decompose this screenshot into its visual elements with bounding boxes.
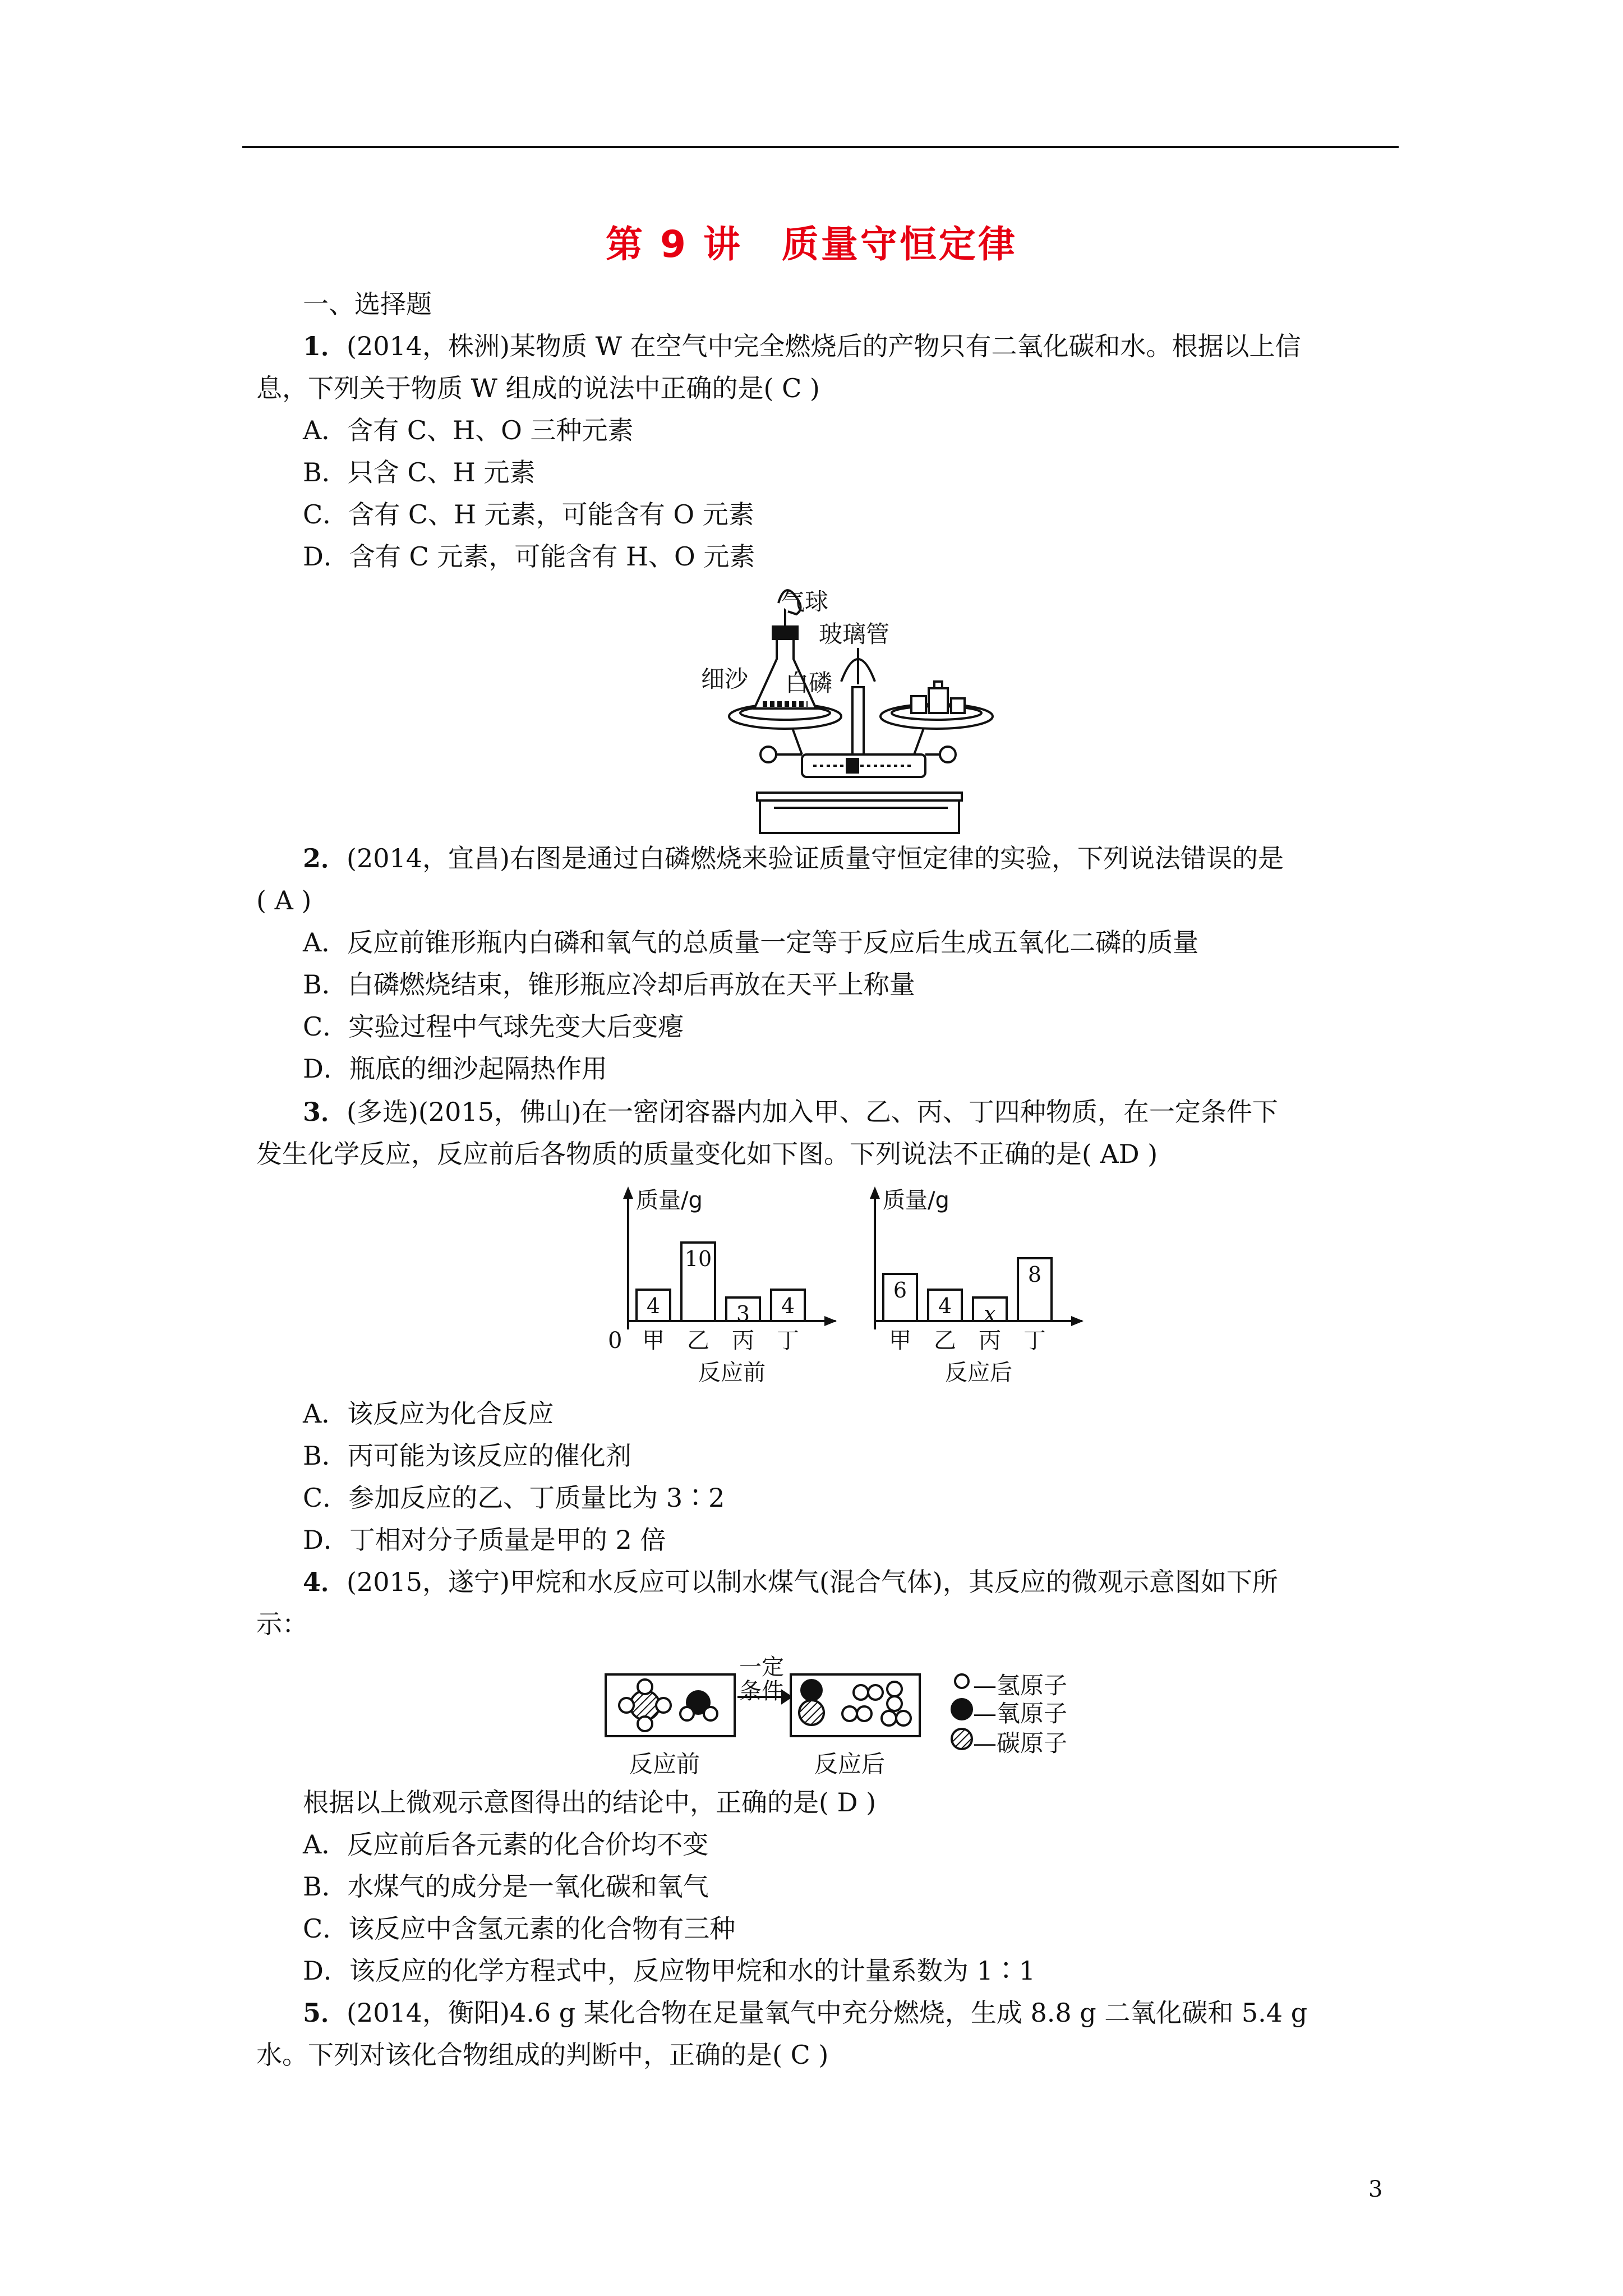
chart-after-category-label-2: 乙	[934, 1328, 956, 1354]
legend-hydrogen: —氢原子	[973, 1672, 1068, 1699]
chart-after-value-label-2: 4	[938, 1294, 952, 1318]
chart-after-y-axis-arrow	[870, 1186, 880, 1199]
bar-chart-after	[852, 1181, 1099, 1388]
question-2-number: 2．	[303, 843, 347, 873]
label-glass-tube: 玻璃管	[819, 620, 890, 648]
question-3-text: (多选)(2015，佛山)在一密闭容器内加入甲、乙、丙、丁四种物质，在一定条件下	[347, 1097, 1278, 1127]
question-4-conclusion: 根据以上微观示意图得出的结论中，正确的是( D )	[303, 1787, 877, 1818]
chart-after-value-label-1: 6	[893, 1278, 907, 1303]
page-title: 第 9 讲 质量守恒定律	[606, 223, 1017, 266]
chart-before-category-label-4: 丁	[777, 1328, 799, 1354]
question-1-option-d: D．含有 C 元素，可能含有 H、O 元素	[303, 541, 755, 572]
chart-after-x-axis-arrow	[1071, 1316, 1083, 1326]
question-3-option-c: C．参加反应的乙、丁质量比为 3∶2	[303, 1483, 725, 1513]
legend-carbon: —碳原子	[973, 1729, 1068, 1757]
label-white-phosphorus: 白磷	[785, 669, 833, 697]
question-3-number: 3．	[303, 1097, 347, 1127]
chart-before-category-label-1: 甲	[642, 1328, 665, 1354]
page-number: 3	[1368, 2177, 1383, 2202]
chart-after-category-label-3: 丙	[979, 1328, 1001, 1354]
chart-before-value-label-2: 10	[684, 1246, 712, 1271]
question-3-option-d: D．丁相对分子质量是甲的 2 倍	[303, 1525, 666, 1555]
question-4-option-b: B．水煤气的成分是一氧化碳和氧气	[303, 1871, 709, 1902]
chart-before-title: 反应前	[698, 1360, 766, 1386]
question-3-option-b: B．丙可能为该反应的催化剂	[303, 1441, 631, 1471]
section-heading: 一、选择题	[303, 289, 432, 319]
question-4-line-2: 示：	[256, 1609, 308, 1639]
question-2-option-d: D．瓶底的细沙起隔热作用	[303, 1053, 607, 1084]
question-2-line-1	[303, 841, 1284, 875]
header-rule	[242, 146, 1399, 148]
bar-chart-before	[606, 1181, 852, 1388]
question-3-line-2: 发生化学反应，反应前后各物质的质量变化如下图。下列说法不正确的是( AD )	[256, 1139, 1158, 1169]
condition-label-line-2: 条件	[739, 1678, 784, 1704]
label-fine-sand: 细沙	[701, 665, 749, 693]
question-4-number: 4．	[303, 1567, 347, 1597]
question-2-option-b: B．白磷燃烧结束，锥形瓶应冷却后再放在天平上称量	[303, 969, 915, 1000]
chart-after-title: 反应后	[945, 1360, 1012, 1386]
question-5-line-2: 水。下列对该化合物组成的判断中，正确的是( C )	[256, 2040, 829, 2070]
question-2-option-a: A．反应前锥形瓶内白磷和氧气的总质量一定等于反应后生成五氧化二磷的质量	[303, 927, 1199, 958]
question-5-line-1	[303, 1996, 1307, 2030]
chart-before-category-label-3: 丙	[732, 1328, 754, 1354]
question-2-option-c: C．实验过程中气球先变大后变瘪	[303, 1011, 684, 1042]
label-before-reaction: 反应前	[629, 1750, 700, 1778]
question-4-line-1	[303, 1565, 1278, 1599]
question-2-line-2: ( A )	[256, 885, 312, 915]
question-1-option-a: A．含有 C、H、O 三种元素	[303, 415, 634, 445]
question-3-option-a: A．该反应为化合反应	[303, 1398, 554, 1429]
question-5-text: (2014，衡阳)4.6 g 某化合物在足量氧气中充分燃烧，生成 8.8 g 二氧化碳和 5.4 g	[347, 1998, 1308, 2028]
chart-after-value-label-3: x	[984, 1301, 996, 1326]
legend-oxygen: —氧原子	[973, 1700, 1068, 1727]
condition-label-line-1: 一定	[739, 1654, 784, 1680]
chart-before-x-axis-arrow	[824, 1316, 837, 1326]
chart-before-origin-label: 0	[608, 1328, 623, 1354]
chart-before-value-label-4: 4	[781, 1294, 795, 1318]
question-1-text: (2014，株洲)某物质 W 在空气中完全燃烧后的产物只有二氧化碳和水。根据以上信	[347, 331, 1301, 361]
question-1-line-2: 息，下列关于物质 W 组成的说法中正确的是( C )	[256, 373, 820, 403]
question-4-option-d: D．该反应的化学方程式中，反应物甲烷和水的计量系数为 1∶1	[303, 1955, 1036, 1986]
label-balloon: 气球	[781, 588, 829, 615]
question-3-line-1	[303, 1095, 1278, 1129]
question-1-line-1	[303, 329, 1301, 363]
question-1-option-b: B．只含 C、H 元素	[303, 457, 536, 487]
chart-before-y-axis-arrow	[623, 1186, 633, 1199]
label-after-reaction: 反应后	[814, 1750, 886, 1778]
chart-after-category-label-1: 甲	[889, 1328, 911, 1354]
question-5-number: 5．	[303, 1998, 347, 2028]
chart-after-category-label-4: 丁	[1023, 1328, 1046, 1354]
question-4-option-c: C．该反应中含氢元素的化合物有三种	[303, 1913, 736, 1944]
chart-before-value-label-1: 4	[646, 1294, 661, 1318]
chart-before-category-label-2: 乙	[687, 1328, 709, 1354]
chart-before-value-label-3: 3	[736, 1301, 750, 1326]
chart-before-y-label: 质量/g	[636, 1188, 703, 1213]
question-2-text: (2014，宜昌)右图是通过白磷燃烧来验证质量守恒定律的实验，下列说法错误的是	[347, 843, 1284, 873]
chart-after-value-label-4: 8	[1027, 1262, 1042, 1287]
question-1-option-c: C．含有 C、H 元素，可能含有 O 元素	[303, 499, 754, 530]
question-1-number: 1．	[303, 331, 347, 361]
chart-after-y-label: 质量/g	[883, 1188, 949, 1213]
question-4-text: (2015，遂宁)甲烷和水反应可以制水煤气(混合气体)，其反应的微观示意图如下所	[347, 1567, 1278, 1597]
question-4-option-a: A．反应前后各元素的化合价均不变	[303, 1829, 709, 1860]
